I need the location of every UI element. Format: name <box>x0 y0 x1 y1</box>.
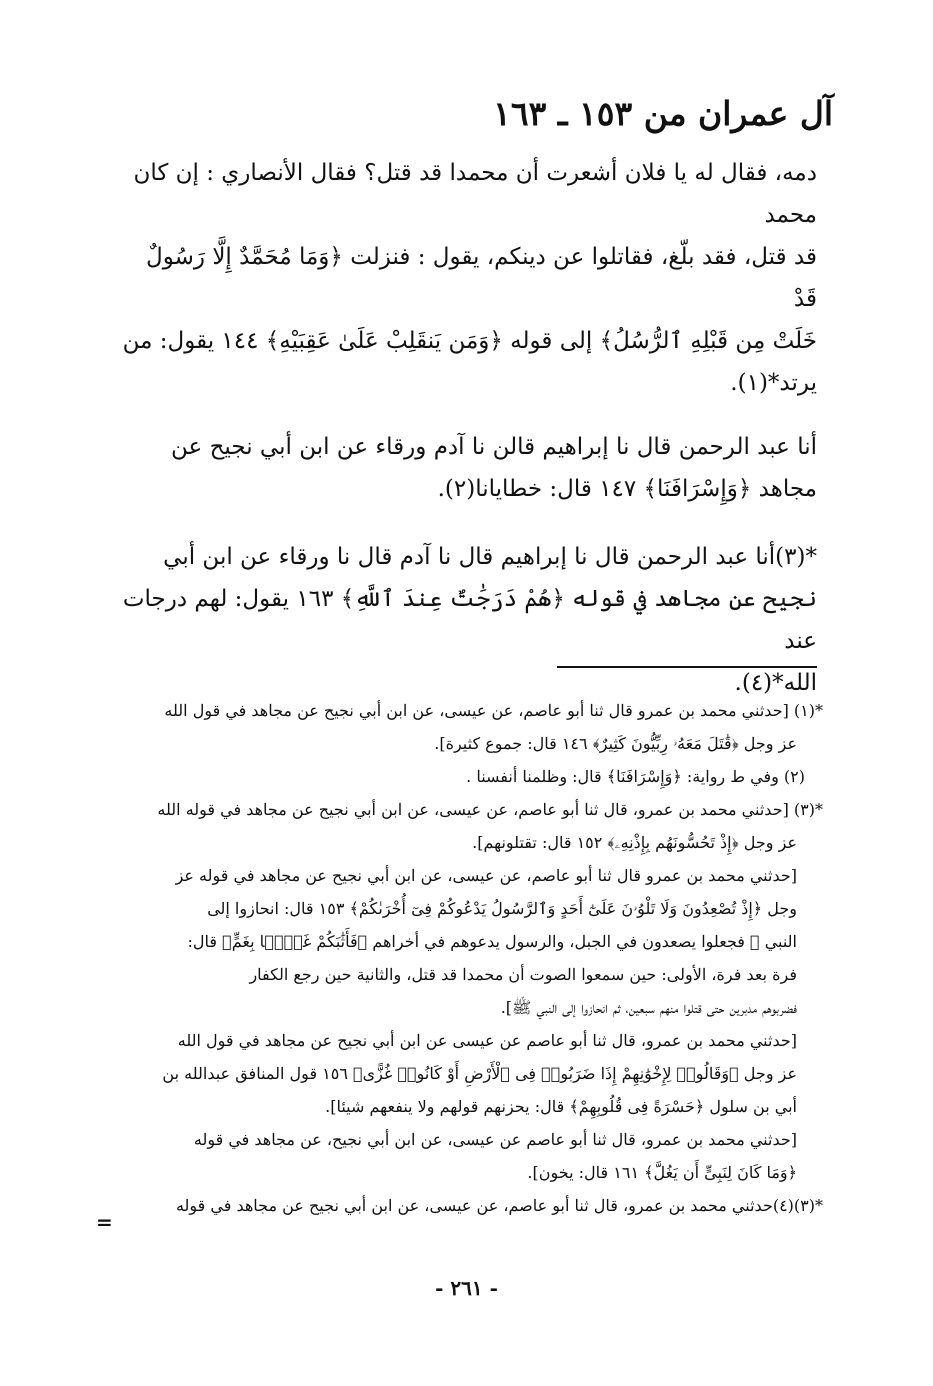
footnote-line: عز وجل ﴿وَقَالُوا۟ لِإِخْوَٰنِهِمْ إِذَا ضَرَبُوا۟ فِى ٱلْأَرْضِ أَوْ كَانُوا۟ غُزًّى﴾ ١٥٦ قول المنافق عبدالله بن <box>162 1064 797 1083</box>
text-line: نجيح عن مجاهد في قوله ﴿هُمْ دَرَجَٰتٌ عِندَ ٱللَّهِ﴾ ١٦٣ يقول: لهم درجات عند <box>122 586 817 654</box>
footnote-line: [حدثني محمد بن عمرو، قال ثنا أبو عاصم عن عيسى عن ابن أبي نجيح عن مجاهد في قول الله <box>177 1031 797 1050</box>
footnote-line: [حدثني محمد بن عمرو، قال ثنا أبو عاصم عن عيسى، عن ابن أبي نجيح، عن مجاهد في قوله <box>193 1130 797 1149</box>
text-line: خَلَتْ مِن قَبْلِهِ ٱلرُّسُلُ﴾ إلى قوله ﴿وَمَن يَنقَلِبْ عَلَىٰ عَقِبَيْهِ﴾ ١٤٤ يقول: من <box>122 328 817 354</box>
footnote-line: *(٣)(٤)حدثني محمد بن عمرو، قال ثنا أبو عاصم، عن عيسى، عن ابن أبي نجيح عن مجاهد في قوله <box>175 1196 823 1215</box>
footnote-divider <box>557 666 817 668</box>
chapter-title: آل عمران من ١٥٣ ـ ١٦٣ <box>493 94 833 133</box>
footnotes <box>118 694 823 1222</box>
text-line: دمه، فقال له يا فلان أشعرت أن محمدا قد قتل؟ فقال الأنصاري : إن كان محمد <box>133 160 817 228</box>
text-line: قد قتل، فقد بلّغ، فقاتلوا عن دينكم، يقول : فنزلت ﴿وَمَا مُحَمَّدٌ إِلَّا رَسُولٌ قَدْ <box>146 244 817 312</box>
footnote-line: *(٣) [حدثني محمد بن عمرو، قال ثنا أبو عاصم، عن عيسى، عن ابن أبي نجيح عن مجاهد في قوله الله <box>157 800 823 819</box>
text-line: *(٣)أنا عبد الرحمن قال نا إبراهيم قال نا آدم قال نا ورقاء عن ابن أبي <box>163 544 817 570</box>
footnote-line: فرة بعد فرة، الأولى: حين سمعوا الصوت أن محمدا قد قتل، والثانية حين رجع الكفار <box>249 965 797 984</box>
footnote-line: *(١) [حدثني محمد بن عمرو قال ثنا أبو عاصم، عن عيسى، عن ابن أبي نجيح عن مجاهد في قول الله <box>164 701 823 720</box>
text-line: مجاهد ﴿وَإِسْرَافَنَا﴾ ١٤٧ قال: خطايانا(٢). <box>437 476 817 502</box>
footnote-line: ﴿وَمَا كَانَ لِنَبِىٍّ أَن يَغُلَّ﴾ ١٦١ قال: يخون]. <box>527 1163 797 1182</box>
main-text <box>118 152 817 704</box>
footnote-line: [حدثني محمد بن عمرو قال ثنا أبو عاصم، عن عيسى، عن ابن أبي نجيح عن مجاهد في قوله عز <box>175 866 797 885</box>
page-number: - ٢٦١ - <box>435 1276 498 1300</box>
footnote-line: (٢) وفي ط رواية: ﴿وَإِسْرَافَنَا﴾ قال: وظلمنا أنفسنا . <box>466 767 805 786</box>
footnote-line: فضربوهم مدبرين حتى قتلوا منهم سبعين، ثم انحازوا إلى النبي ﷺ]. <box>500 998 797 1017</box>
page-header <box>100 92 833 136</box>
text-line: يرتد*(١). <box>730 370 817 396</box>
footnote-line: النبي ﷺ فجعلوا يصعدون في الجبل، والرسول يدعوهم في أخراهم ﴿فَأَثَٰبَكُمْ غَمًّۢا بِغَمٍّ﴾ قال: <box>187 932 797 951</box>
footnote-line: عز وجل ﴿قَٰتَلَ مَعَهُۥ رِبِّيُّونَ كَثِيرٌ﴾ ١٤٦ قال: جموع كثيرة]. <box>434 734 797 753</box>
footnote-line: وجل ﴿إِذْ تُصْعِدُونَ وَلَا تَلْوُۥنَ عَلَىٰٓ أَحَدٍ وَٱلرَّسُولُ يَدْعُوكُمْ فِىٓ أُخْرَىٰكُمْ﴾ ١٥٣ قال: انحازوا إلى <box>207 899 797 918</box>
footnote-line: عز وجل ﴿إِذْ تَحُسُّونَهُم بِإِذْنِهِۦ﴾ ١٥٢ قال: تقتلونهم]. <box>472 833 797 852</box>
text-line: الله*(٤). <box>734 670 817 696</box>
text-line: أنا عبد الرحمن قال نا إبراهيم قالن نا آدم ورقاء عن ابن أبي نجيح عن <box>171 434 817 460</box>
continuation-mark: = <box>96 1210 113 1234</box>
footnote-line: أبي بن سلول ﴿حَسْرَةً فِى قُلُوبِهِمْ﴾ قال: يحزنهم قولهم ولا ينفعهم شيئا]. <box>325 1097 797 1116</box>
